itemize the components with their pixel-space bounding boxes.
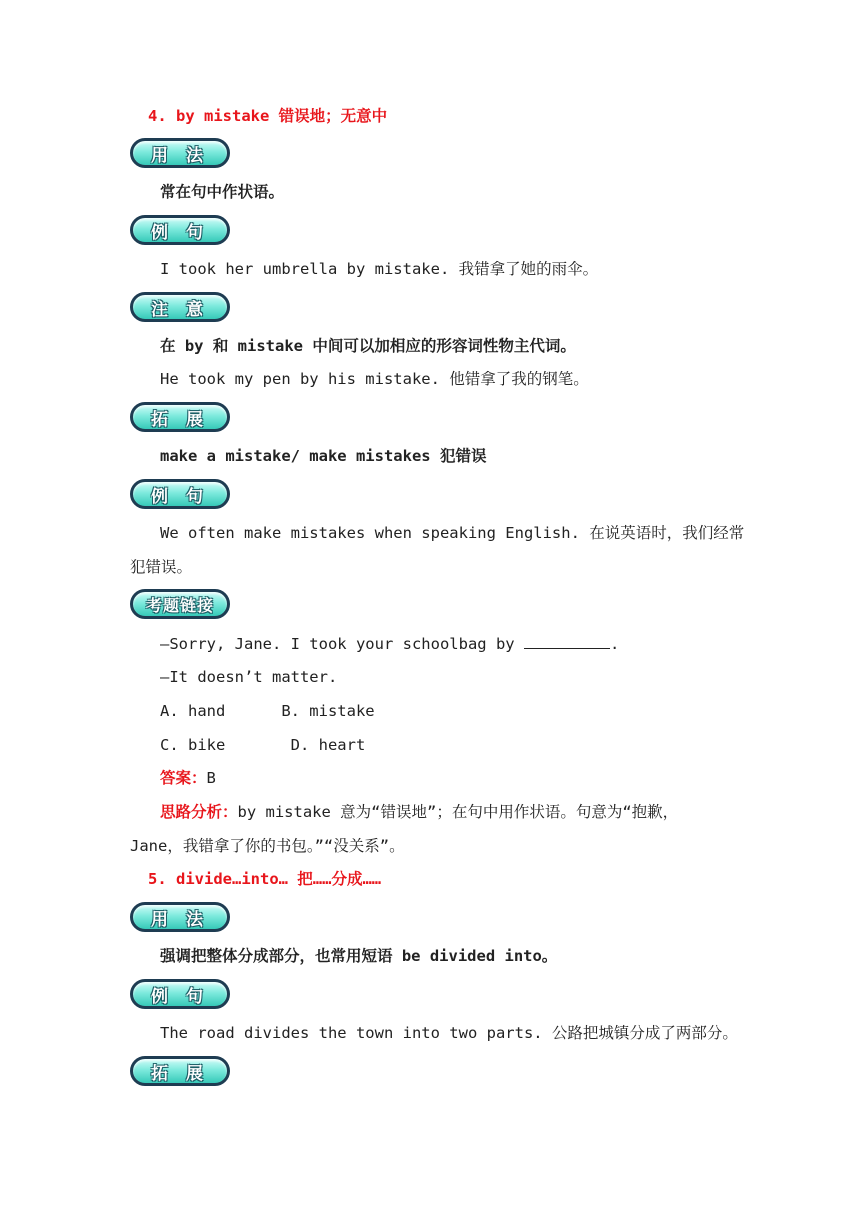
analysis-label: 思路分析： [160,803,238,821]
exam-link-badge: 考题链接 [130,589,230,619]
extend-text: make a mistake/ make mistakes 犯错误 [160,447,487,465]
item4-heading: 4. by mistake 错误地；无意中 [148,107,388,125]
analysis-line2: Jane，我错拿了你的书包。”“没关系”。 [130,837,405,855]
item5-heading: 5. divide…into… 把……分成…… [148,870,382,888]
exam-question-text: —Sorry, Jane. I took your schoolbag by [160,635,524,653]
options-row-1: A. hand B. mistake [160,702,375,720]
example-badge: 例 句 [130,979,230,1009]
analysis-line1 [160,802,678,822]
exam-question-line2: —It doesn’t matter. [160,668,338,686]
example-text: The road divides the town into two parts. 公路把城镇分成了两部分。 [160,1024,738,1042]
example2-line1: We often make mistakes when speaking English. 在说英语时，我们经常 [160,524,745,542]
analysis-text: by mistake 意为“错误地”；在句中用作状语。句意为“抱歉， [237,803,679,821]
answer-line [160,768,216,788]
answer-blank [524,634,610,649]
usage-badge: 用 法 [130,902,230,932]
exam-question-period: . [609,635,620,653]
note-badge: 注 意 [130,292,230,322]
extend-badge: 拓 展 [130,402,230,432]
note-text: 在 by 和 mistake 中间可以加相应的形容词性物主代词。 [160,337,576,355]
extend-badge: 拓 展 [130,1056,230,1086]
answer-value: B [206,769,216,787]
usage-text: 常在句中作状语。 [160,183,285,201]
note-example: He took my pen by his mistake. 他错拿了我的钢笔。 [160,370,589,388]
exam-question-line1 [160,634,619,654]
example-badge: 例 句 [130,215,230,245]
usage-badge: 用 法 [130,138,230,168]
options-row-2: C. bike D. heart [160,736,366,754]
answer-label: 答案： [160,769,207,787]
example-text: I took her umbrella by mistake. 我错拿了她的雨伞。 [160,260,599,278]
example2-line2: 犯错误。 [130,558,193,576]
usage-text: 强调把整体分成部分，也常用短语 be divided into。 [160,947,558,965]
example-badge: 例 句 [130,479,230,509]
